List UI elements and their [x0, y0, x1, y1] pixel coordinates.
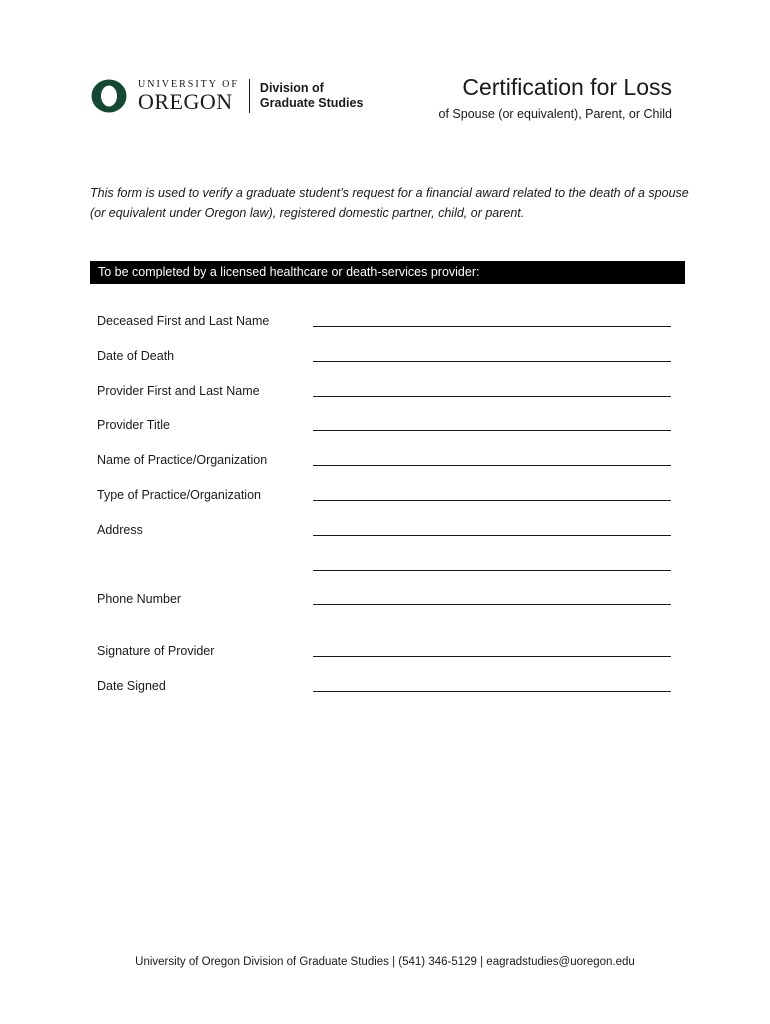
date-of-death-input-line[interactable]: [313, 361, 671, 362]
field-deceased-name: [97, 314, 671, 334]
field-label: Type of Practice/Organization: [97, 488, 261, 502]
field-label: Deceased First and Last Name: [97, 314, 270, 328]
field-provider-name: [97, 384, 671, 404]
address-input-line-2[interactable]: [313, 570, 671, 571]
field-provider-title: [97, 418, 671, 438]
field-phone: [97, 592, 671, 612]
o-mark-icon: [90, 78, 128, 114]
university-logo: [90, 78, 363, 114]
logo-oregon: OREGON: [138, 89, 233, 114]
field-practice-name: [97, 453, 671, 473]
field-address-line-2: [97, 558, 671, 578]
logo-dept-line2: Graduate Studies: [259, 96, 364, 110]
field-date-signed: [97, 679, 671, 699]
field-label: Address: [97, 523, 143, 537]
page-title: Certification for Loss: [462, 74, 672, 100]
section-heading: To be completed by a licensed healthcare or death-services provider:: [90, 261, 685, 284]
field-label: Signature of Provider: [97, 644, 215, 658]
field-date-of-death: [97, 349, 671, 369]
intro-text: This form is used to verify a graduate student’s request for a financial award related to the death of a spouse (or equivalent under Oregon law), registered domestic partner, child, or parent.: [90, 186, 689, 220]
phone-input-line[interactable]: [313, 604, 671, 605]
field-signature: [97, 644, 671, 664]
logo-wordmark: [138, 78, 239, 114]
address-input-line-1[interactable]: [313, 535, 671, 536]
field-practice-type: [97, 488, 671, 508]
practice-type-input-line[interactable]: [313, 500, 671, 501]
field-label: Provider First and Last Name: [97, 384, 260, 398]
field-label: Provider Title: [97, 418, 170, 432]
provider-name-input-line[interactable]: [313, 396, 671, 397]
date-signed-input-line[interactable]: [313, 691, 671, 692]
provider-title-input-line[interactable]: [313, 430, 671, 431]
field-label: Name of Practice/Organization: [97, 453, 268, 467]
field-label: Phone Number: [97, 592, 182, 606]
logo-dept-line1: Division of: [259, 81, 324, 95]
page-subtitle: of Spouse (or equivalent), Parent, or Child: [438, 107, 672, 121]
field-address: [97, 523, 671, 543]
deceased-name-input-line[interactable]: [313, 326, 671, 327]
logo-university-of: UNIVERSITY OF: [138, 79, 239, 90]
footer-contact: University of Oregon Division of Graduate Studies | (541) 346-5129 | eagradstudies@uoregon.edu: [135, 956, 635, 968]
field-label: Date Signed: [97, 679, 166, 693]
logo-divider: [249, 79, 250, 113]
field-label: Date of Death: [97, 349, 175, 363]
practice-name-input-line[interactable]: [313, 465, 671, 466]
signature-input-line[interactable]: [313, 656, 671, 657]
logo-department: [260, 81, 364, 111]
